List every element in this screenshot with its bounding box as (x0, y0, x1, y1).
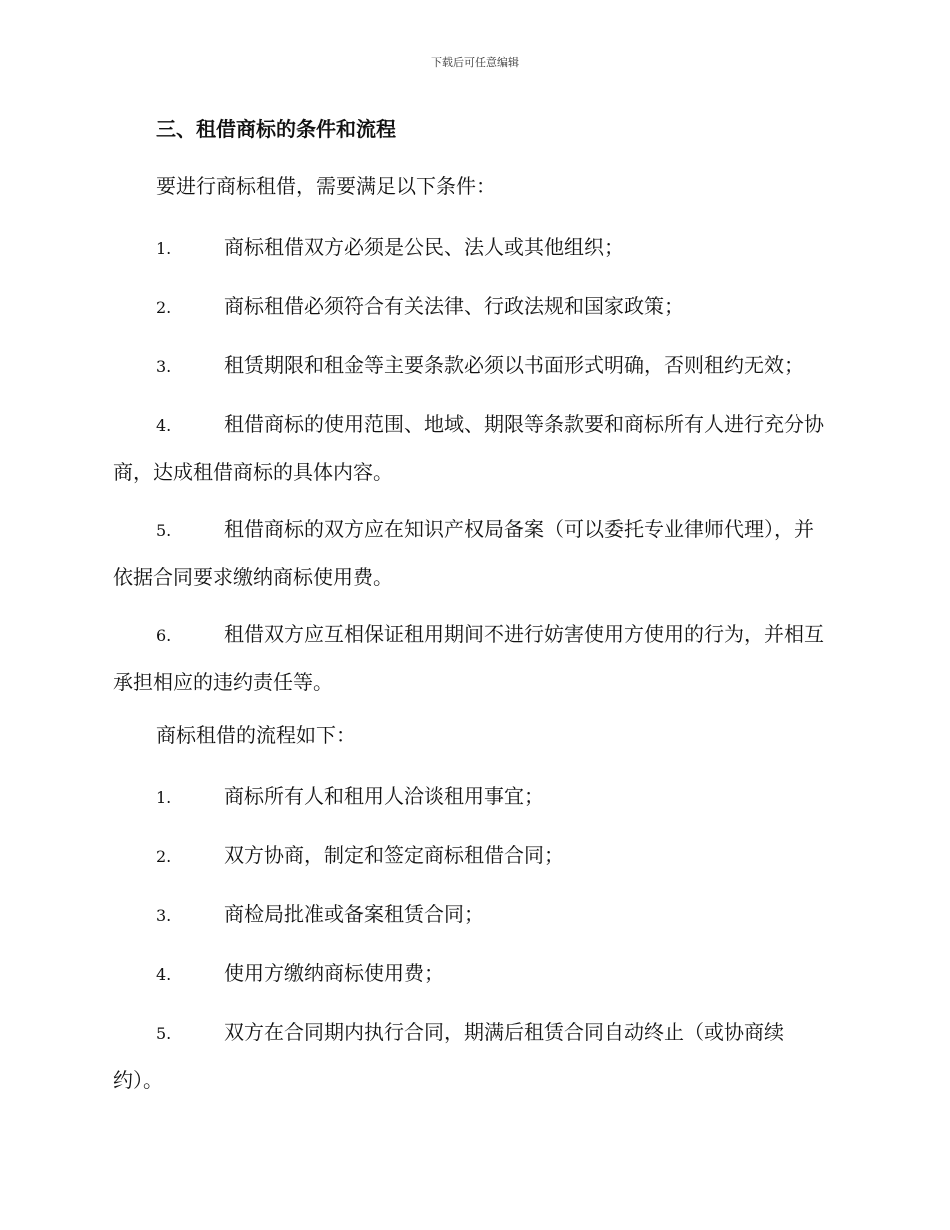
list-text: 双方协商，制定和签定商标租借合同； (224, 843, 564, 867)
list-number: 5. (156, 1024, 172, 1043)
section-heading: 三、租借商标的条件和流程 (156, 117, 396, 141)
list-number: 2. (156, 847, 172, 866)
list-text: 使用方缴纳商标使用费； (224, 961, 444, 985)
list-text: 商检局批准或备案租赁合同； (224, 902, 484, 926)
process-step-5 (113, 1009, 833, 1103)
process-step-2 (113, 832, 833, 880)
condition-item-2 (113, 283, 833, 331)
list-text: 租赁期限和租金等主要条款必须以书面形式明确，否则租约无效； (224, 353, 804, 377)
condition-item-3 (113, 342, 833, 390)
list-text: 商标租借双方必须是公民、法人或其他组织； (224, 235, 624, 259)
list-number: 3. (156, 906, 172, 925)
condition-item-5 (113, 506, 833, 600)
process-step-4 (113, 950, 833, 998)
list-text: 租借双方应互相保证租用期间不进行妨害使用方使用的行为，并相互承担相应的违约责任等。 (113, 622, 824, 694)
process-intro: 商标租借的流程如下： (156, 723, 356, 747)
condition-item-1 (113, 224, 833, 272)
process-step-3 (113, 891, 833, 939)
document-body (113, 110, 833, 1114)
list-number: 4. (156, 965, 172, 984)
condition-item-4 (113, 401, 833, 495)
page-header: 下载后可任意编辑 (431, 56, 519, 69)
list-text: 双方在合同期内执行合同，期满后租赁合同自动终止（或协商续约）。 (113, 1020, 784, 1092)
list-text: 商标所有人和租用人洽谈租用事宜； (224, 784, 544, 808)
process-step-1 (113, 773, 833, 821)
list-text: 租借商标的双方应在知识产权局备案（可以委托专业律师代理），并依据合同要求缴纳商标使用费。 (113, 517, 814, 589)
list-number: 5. (156, 521, 172, 540)
list-number: 6. (156, 626, 172, 645)
list-number: 3. (156, 357, 172, 376)
conditions-intro: 要进行商标租借，需要满足以下条件： (156, 174, 496, 198)
list-number: 1. (156, 788, 172, 807)
list-number: 1. (156, 239, 172, 258)
list-text: 租借商标的使用范围、地域、期限等条款要和商标所有人进行充分协商，达成租借商标的具体内容。 (113, 412, 824, 484)
list-number: 4. (156, 416, 172, 435)
list-text: 商标租借必须符合有关法律、行政法规和国家政策； (224, 294, 684, 318)
list-number: 2. (156, 298, 172, 317)
condition-item-6 (113, 611, 833, 705)
